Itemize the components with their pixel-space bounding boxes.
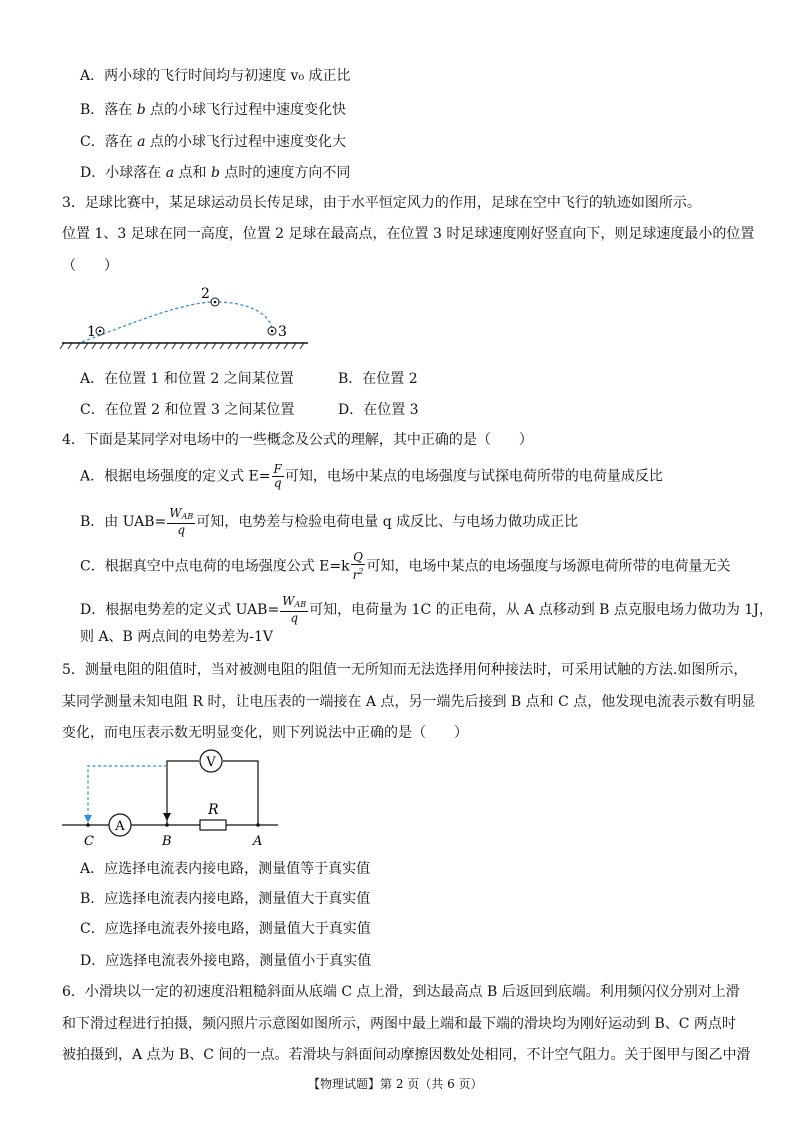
q4-option-d-line2: 则 A、B 两点间的电势差为-1V bbox=[80, 629, 274, 645]
q3-stem-line1: 3．足球比赛中，某足球运动员长传足球，由于水平恒定风力的作用，足球在空中飞行的轨迹如图所示。 bbox=[62, 195, 701, 211]
point-b-label: B bbox=[162, 834, 172, 849]
q4-option-c: C．根据真空中点电荷的电场强度公式 E=k $\frac{Q}{r^2}$ 可知，电场中某点的电场强度与场源电荷所带的电荷量无关 bbox=[80, 550, 731, 582]
formula-fraction: $\frac{W_{AB}}{q}$ bbox=[282, 594, 307, 625]
ammeter-label: A bbox=[115, 819, 125, 834]
q6-stem-line1: 6．小滑块以一定的初速度沿粗糙斜面从底端 C 点上滑，到达最高点 B 后返回到底端。利用频闪仪分别对上滑 bbox=[62, 984, 740, 1000]
q3-option-d: D．在位置 3 bbox=[338, 402, 419, 418]
resistor-label: R bbox=[208, 802, 219, 818]
voltmeter-label: V bbox=[206, 755, 216, 770]
trajectory-dashed-curve bbox=[82, 302, 272, 342]
q2-option-c: C．落在 a 点的小球飞行过程中速度变化大 bbox=[80, 134, 346, 150]
q5-option-d: D．应选择电流表外接电路，测量值小于真实值 bbox=[80, 953, 372, 969]
q5-option-b: B．应选择电流表内接电路，测量值大于真实值 bbox=[80, 891, 371, 907]
node-b bbox=[165, 823, 169, 827]
formula-fraction: $\frac{W_{AB}}{q}$ bbox=[169, 506, 194, 537]
q3-option-c: C．在位置 2 和位置 3 之间某位置 bbox=[80, 402, 295, 418]
q4-option-d: D．根据电势差的定义式 UAB= $\frac{W_{AB}}{q}$ 可知，电荷量为 1C 的正电荷，从 A 点移动到 B 点克服电场力做功为 1J， bbox=[80, 594, 773, 625]
formula-fraction: $\frac{F}{q}$ bbox=[273, 462, 282, 490]
q5-option-a: A．应选择电流表内接电路，测量值等于真实值 bbox=[80, 861, 371, 877]
q6-stem-line3: 被拍摄到，A 点为 B、C 间的一点。若滑块与斜面间动摩擦因数处处相同，不计空气阻力。关于图甲与图乙中滑 bbox=[62, 1047, 751, 1063]
voltmeter-wire-right bbox=[223, 761, 258, 825]
arrow-to-c-icon bbox=[84, 815, 92, 823]
q5-circuit-diagram bbox=[62, 752, 284, 850]
q3-option-b: B．在位置 2 bbox=[338, 371, 418, 387]
node-a bbox=[256, 823, 260, 827]
voltmeter-wire-left bbox=[167, 761, 199, 825]
q5-option-c: C．应选择电流表外接电路，测量值大于真实值 bbox=[80, 921, 371, 937]
ball-3-icon bbox=[268, 327, 276, 335]
arrow-to-b-icon bbox=[163, 813, 171, 821]
ball-2-icon bbox=[211, 298, 219, 306]
position-3-label: 3 bbox=[278, 324, 287, 340]
position-1-label: 1 bbox=[87, 324, 96, 340]
q4-stem: 4．下面是某同学对电场中的一些概念及公式的理解，其中正确的是（ ） bbox=[62, 432, 533, 448]
q5-stem-line3: 变化，而电压表示数无明显变化，则下列说法中正确的是（ ） bbox=[62, 725, 468, 741]
q2-option-a: A．两小球的飞行时间均与初速度 v₀ 成正比 bbox=[80, 68, 351, 84]
q5-stem-line1: 5．测量电阻的阻值时，当对被测电阻的阻值一无所知而无法选择用何种接法时，可采用试触的方法.如图所示， bbox=[62, 662, 748, 678]
ball-1-icon bbox=[96, 327, 104, 335]
probe-dashed-wire bbox=[88, 766, 167, 818]
q5-stem-line2: 某同学测量未知电阻 R 时，让电压表的一端接在 A 点，另一端先后接到 B 点和 C 点，他发现电流表示数有明显 bbox=[62, 694, 756, 710]
q4-option-a: A．根据电场强度的定义式 E= $\frac{F}{q}$ 可知，电场中某点的电场强度与试探电荷所带的电荷量成反比 bbox=[80, 462, 663, 490]
resistor-icon bbox=[200, 820, 226, 830]
q6-stem-line2: 和下滑过程进行拍摄，频闪照片示意图如图所示，两图中最上端和最下端的滑块均为刚好运动到 B、C 两点时 bbox=[62, 1016, 736, 1032]
q4-option-b: B．由 UAB= $\frac{W_{AB}}{q}$ 可知，电势差与检验电荷电量 q 成反比、与电场力做功成正比 bbox=[80, 506, 579, 537]
q3-answer-paren: （ ） bbox=[62, 258, 118, 274]
q3-football-trajectory-figure bbox=[60, 280, 320, 355]
q2-option-d: D．小球落在 a 点和 b 点时的速度方向不同 bbox=[80, 165, 351, 181]
point-a-label: A bbox=[253, 834, 263, 849]
page-footer: 【物理试题】第 2 页（共 6 页） bbox=[308, 1077, 483, 1091]
position-2-label: 2 bbox=[201, 286, 210, 302]
point-c-label: C bbox=[84, 834, 94, 849]
formula-fraction: $\frac{Q}{r^2}$ bbox=[352, 550, 364, 582]
q3-option-a: A．在位置 1 和位置 2 之间某位置 bbox=[80, 371, 294, 387]
q3-stem-line2: 位置 1、3 足球在同一高度，位置 2 足球在最高点，在位置 3 时足球速度刚好竖直向下，则足球速度最小的位置 bbox=[62, 226, 755, 242]
node-c bbox=[86, 823, 90, 827]
ground-hatching bbox=[60, 343, 304, 349]
q2-option-b: B．落在 b 点的小球飞行过程中速度变化快 bbox=[80, 102, 347, 118]
